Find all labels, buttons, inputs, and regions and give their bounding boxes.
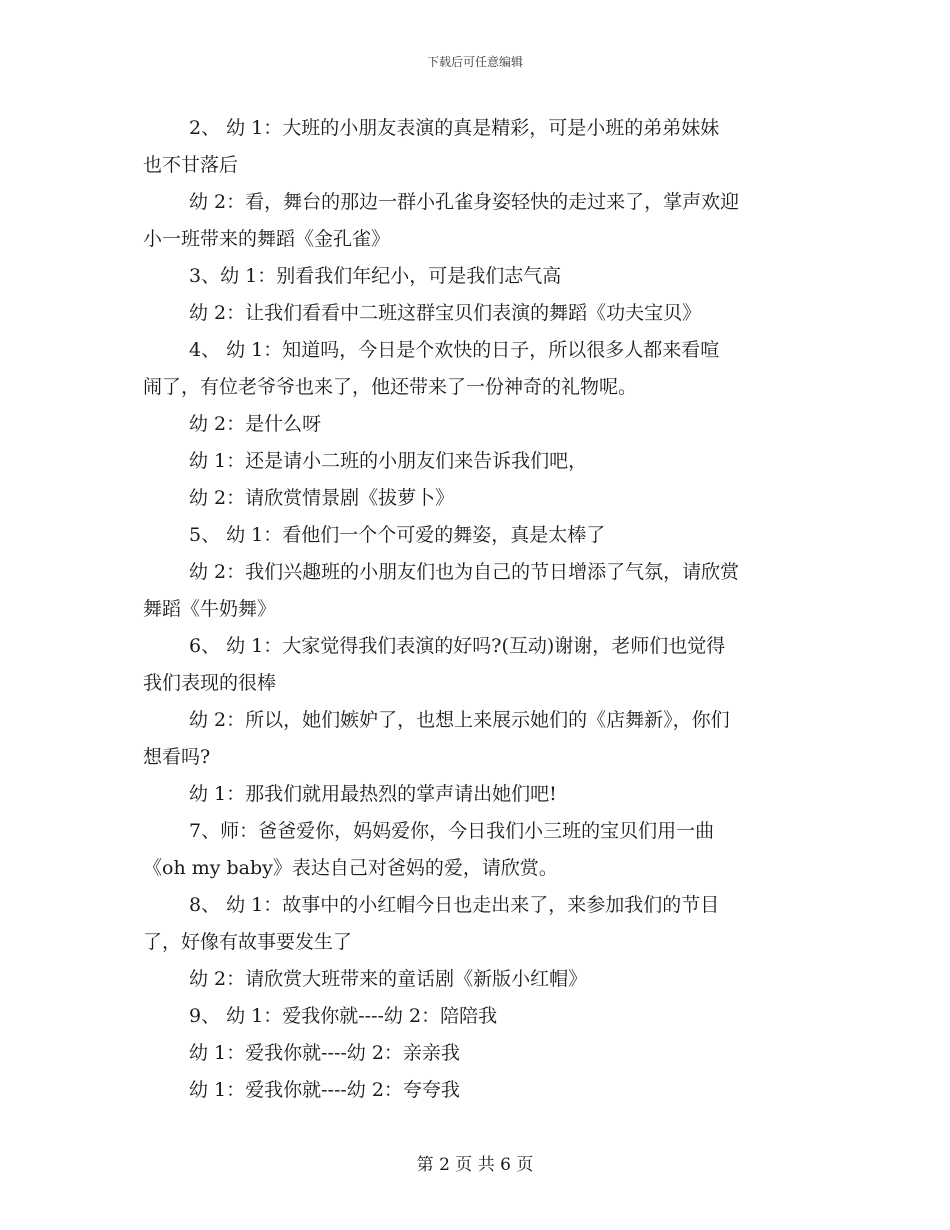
text-line: 幼 1：那我们就用最热烈的掌声请出她们吧! — [189, 783, 557, 805]
text-line: 了，好像有故事要发生了 — [143, 931, 353, 953]
text-line: 想看吗? — [143, 746, 211, 768]
text-line: 4、 幼 1：知道吗，今日是个欢快的日子，所以很多人都来看喧 — [189, 339, 720, 361]
text-line: 幼 1：还是请小二班的小朋友们来告诉我们吧， — [189, 450, 588, 472]
text-line: 3、幼 1：别看我们年纪小，可是我们志气高 — [189, 265, 562, 287]
text-line: 9、 幼 1：爱我你就----幼 2：陪陪我 — [189, 1005, 498, 1027]
text-line: 幼 2：所以，她们嫉妒了，也想上来展示她们的《店舞新》，你们 — [189, 709, 730, 731]
text-line: 幼 1：爱我你就----幼 2：夸夸我 — [189, 1079, 460, 1101]
text-line: 7、师：爸爸爱你，妈妈爱你，今日我们小三班的宝贝们用一曲 — [189, 820, 715, 842]
text-line: 幼 2：让我们看看中二班这群宝贝们表演的舞蹈《功夫宝贝》 — [189, 302, 702, 324]
text-line: 小一班带来的舞蹈《金孔雀》 — [143, 228, 391, 250]
text-line: 幼 2：请欣赏大班带来的童话剧《新版小红帽》 — [189, 968, 588, 990]
text-line: 闹了，有位老爷爷也来了，他还带来了一份神奇的礼物呢。 — [143, 376, 638, 398]
page-number-footer: 第 2 页 共 6 页 — [416, 1155, 534, 1175]
document-body — [143, 110, 813, 1109]
text-line: 8、 幼 1：故事中的小红帽今日也走出来了，来参加我们的节目 — [189, 894, 720, 916]
text-line: 2、 幼 1：大班的小朋友表演的真是精彩，可是小班的弟弟妹妹 — [189, 117, 720, 139]
text-line: 我们表现的很棒 — [143, 672, 277, 694]
text-line: 《oh my baby》表达自己对爸妈的爱，请欣赏。 — [143, 857, 558, 879]
text-line: 幼 2：看，舞台的那边一群小孔雀身姿轻快的走过来了，掌声欢迎 — [189, 191, 740, 213]
text-line: 幼 2：我们兴趣班的小朋友们也为自己的节日增添了气氛，请欣赏 — [189, 561, 740, 583]
text-line: 5、 幼 1：看他们一个个可爱的舞姿，真是太棒了 — [189, 524, 606, 546]
text-line: 也不甘落后 — [143, 154, 239, 176]
text-line: 幼 2：请欣赏情景剧《拔萝卜》 — [189, 487, 455, 509]
page-header-note: 下载后可任意编辑 — [426, 55, 523, 69]
text-line: 6、 幼 1：大家觉得我们表演的好吗?(互动)谢谢，老师们也觉得 — [189, 635, 726, 657]
text-line: 幼 1：爱我你就----幼 2：亲亲我 — [189, 1042, 460, 1064]
text-line: 舞蹈《牛奶舞》 — [143, 598, 277, 620]
text-line: 幼 2：是什么呀 — [189, 413, 322, 435]
